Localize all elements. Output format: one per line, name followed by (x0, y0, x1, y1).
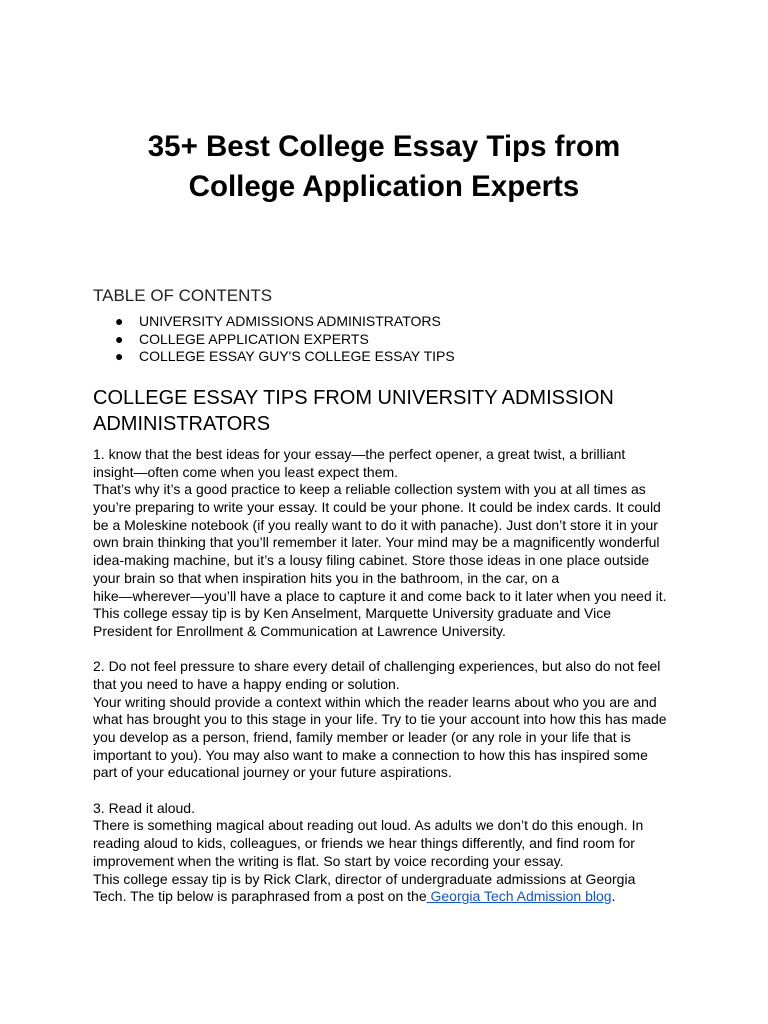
tip-2 (93, 658, 693, 782)
tip-1 (93, 446, 693, 641)
section-body (93, 446, 693, 906)
text-line: that you need to have a happy ending or solution. (93, 675, 400, 692)
text-line: This college essay tip is by Ken Anselment, Marquette University graduate and Vice (93, 605, 612, 622)
paragraph-gap (93, 782, 693, 800)
section-heading-line-2: ADMINISTRATORS (93, 412, 271, 435)
text-line: what has brought you to this stage in your life. Try to tie your account into how this has made (93, 711, 667, 728)
text-line: insight—often come when you least expect them. (93, 463, 399, 480)
tip-3 (93, 800, 693, 906)
bullet-icon: ● (115, 348, 124, 364)
title-line-2: College Application Experts (188, 170, 580, 203)
document-title (60, 127, 708, 207)
section-heading-line-1: COLLEGE ESSAY TIPS FROM UNIVERSITY ADMISSION (93, 387, 614, 409)
text-line: That’s why it’s a good practice to keep a reliable collection system with you at all times as (93, 481, 646, 498)
text-line: be a Moleskine notebook (if you really want to do it with panache). Just don’t store it in your (93, 516, 658, 533)
text-line: reading aloud to kids, colleagues, or friends we hear things differently, and find room for (93, 835, 635, 852)
text-line: own brain thinking that you’ll remember it later. Your mind may be a magnificently wonderful (93, 534, 660, 551)
bullet-icon: ● (115, 330, 124, 347)
text-fragment: . (611, 888, 616, 905)
toc-item-university-admissions[interactable] (93, 313, 455, 331)
text-line: your brain so that when inspiration hits you in the bathroom, in the car, on a (93, 569, 560, 586)
title-line-1: 35+ Best College Essay Tips from (147, 130, 621, 163)
toc-list (93, 313, 455, 366)
toc-item-label: COLLEGE APPLICATION EXPERTS (139, 330, 369, 347)
text-line: you’re preparing to write your essay. It could be your phone. It could be index cards. It could (93, 499, 661, 516)
text-line: 3. Read it aloud. (93, 799, 195, 816)
text-line: 1. know that the best ideas for your essay—the perfect opener, a great twist, a brilliant (93, 446, 626, 462)
text-line: 2. Do not feel pressure to share every detail of challenging experiences, but also do not feel (93, 658, 661, 675)
text-fragment: Tech. The tip below is paraphrased from a post on the (93, 888, 427, 905)
bullet-icon: ● (115, 313, 124, 329)
paragraph-gap (93, 641, 693, 659)
text-line: Your writing should provide a context within which the reader learns about who you are and (93, 693, 657, 710)
toc-heading: TABLE OF CONTENTS (93, 286, 273, 305)
toc-item-college-application-experts[interactable] (93, 331, 455, 349)
section-heading (93, 386, 693, 437)
georgia-tech-blog-link[interactable]: Georgia Tech Admission blog (426, 888, 612, 905)
text-line-with-link (93, 888, 693, 906)
text-line: This college essay tip is by Rick Clark, director of undergraduate admissions at Georgia (93, 870, 636, 887)
text-line: There is something magical about reading out loud. As adults we don’t do this enough. In (93, 817, 644, 834)
text-line: idea-making machine, but it’s a lousy filing cabinet. Store those ideas in one place outside (93, 552, 650, 569)
text-line: President for Enrollment & Communication at Lawrence University. (93, 622, 506, 639)
text-line: you develop as a person, friend, family member or leader (or any role in your life that is (93, 729, 631, 745)
toc-item-label: COLLEGE ESSAY GUY'S COLLEGE ESSAY TIPS (139, 348, 455, 364)
toc-item-label: UNIVERSITY ADMISSIONS ADMINISTRATORS (139, 313, 441, 329)
text-line: hike—wherever—you’ll have a place to capture it and come back to it later when you need it. (93, 587, 667, 604)
toc-item-college-essay-guy[interactable] (93, 348, 455, 366)
text-line: improvement when the writing is flat. So start by voice recording your essay. (93, 852, 564, 869)
text-line: important to you). You may also want to make a connection to how this has inspired some (93, 746, 648, 763)
text-line: part of your educational journey or your future aspirations. (93, 764, 452, 781)
